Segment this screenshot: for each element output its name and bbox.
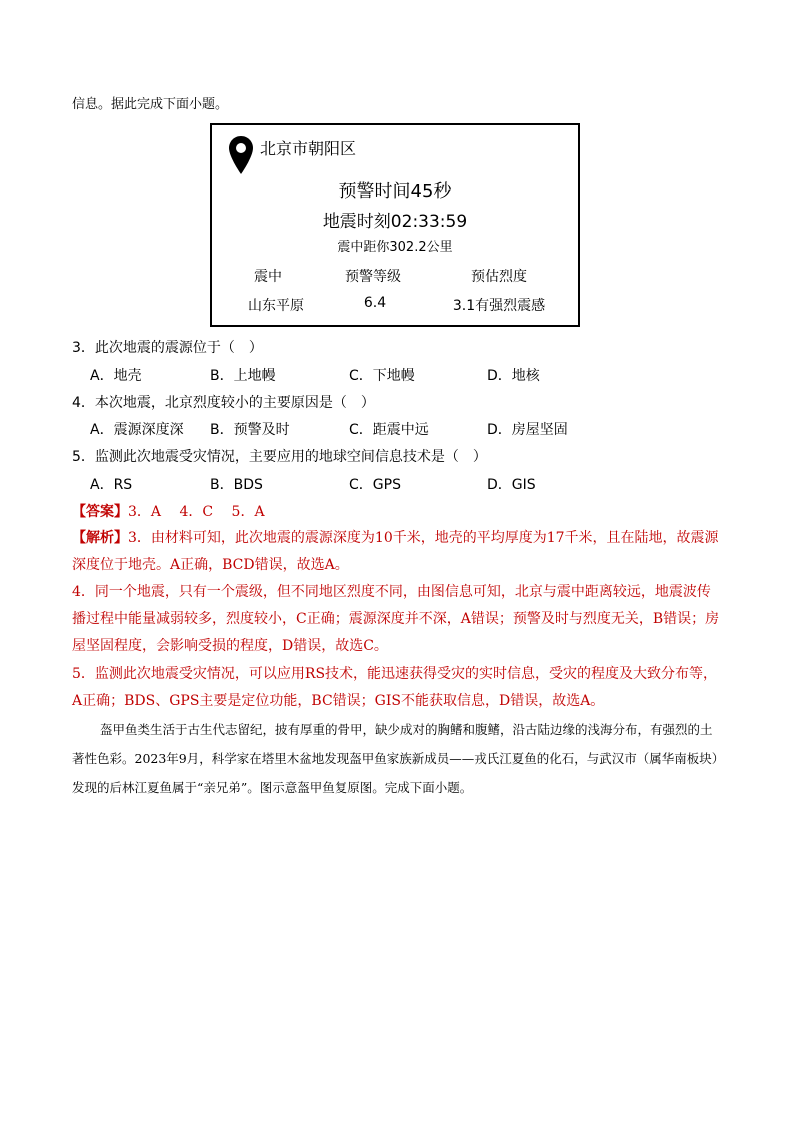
option-a: A．RS (90, 477, 133, 493)
quake-time: 地震时刻02:33:59 (322, 212, 468, 232)
passage-intro: 盔甲鱼类生活于古生代志留纪，披有厚重的骨甲，缺少成对的胸鳍和腹鳍，沿古陆边缘的浅海分布，有强烈的土著性色彩。2023年9月，科学家在塔里木盆地发现盔甲鱼家族新成员——戎氏江夏鱼的化石，与武汉市（属华南板块）发现的后林江夏鱼属于“亲兄弟”。图示意盔甲鱼复原图。完成下面小题。 (72, 722, 719, 795)
analysis-q5: 5．监测此次地震受灾情况，可以应用RS技术，能迅速获得受灾的实时信息，受灾的程度及大致分布等，A正确；BDS、GPS主要是定位功能，BC错误；GIS不能获取信息，D错误，故选A。 (72, 666, 718, 709)
analysis-label: 【解析】 (72, 530, 128, 546)
option-c: C．下地幔 (349, 368, 415, 384)
option-d: D．地核 (487, 368, 540, 384)
warning-time: 预警时间45秒 (338, 181, 452, 202)
header-warning-level: 预警等级 (345, 269, 401, 285)
answer-text: 3．A 4．C 5．A (128, 504, 265, 520)
option-a: A．震源深度深 (90, 422, 184, 438)
intro-fragment: 信息。据此完成下面小题。 (72, 97, 229, 112)
option-a: A．地壳 (90, 368, 142, 384)
location-pin-icon (228, 135, 254, 175)
analysis-q4: 4．同一个地震，只有一个震级，但不同地区烈度不同，由图信息可知，北京与震中距离较远，地震波传播过程中能量减弱较多，烈度较小，C正确；震源深度并不深，A错误；预警及时与烈度无关，B错误；房屋坚固程度，会影响受损的程度，D错误，故选C。 (72, 584, 720, 654)
header-epicenter: 震中 (254, 269, 282, 285)
value-epicenter: 山东平原 (248, 298, 304, 314)
option-d: D．房屋坚固 (487, 422, 568, 438)
option-b: B．上地幔 (210, 368, 276, 384)
analysis-text-q3: 3．由材料可知，此次地震的震源深度为10千米，地壳的平均厚度为17千米，且在陆地，故震源深度位于地壳。A正确，BCD错误，故选A。 (72, 530, 719, 573)
answer-line (72, 503, 265, 521)
question-stem: 5．监测此次地震受灾情况，主要应用的地球空间信息技术是（ ） (72, 449, 487, 465)
question-stem: 4．本次地震，北京烈度较小的主要原因是（ ） (72, 395, 375, 411)
option-b: B．预警及时 (210, 422, 290, 438)
question-stem: 3．此次地震的震源位于（ ） (72, 340, 263, 356)
option-b: B．BDS (210, 477, 263, 493)
epicenter-distance: 震中距你302.2公里 (337, 240, 453, 255)
value-intensity: 3.1有强烈震感 (452, 298, 546, 314)
option-c: C．GPS (349, 477, 401, 493)
value-warning-level: 6.4 (363, 295, 387, 311)
alert-location: 北京市朝阳区 (260, 139, 357, 158)
analysis-q3 (72, 525, 722, 579)
option-c: C．距震中远 (349, 422, 429, 438)
answer-label: 【答案】 (72, 504, 128, 520)
option-d: D．GIS (487, 477, 536, 493)
earthquake-alert-panel (210, 123, 580, 327)
header-intensity: 预估烈度 (471, 269, 527, 285)
